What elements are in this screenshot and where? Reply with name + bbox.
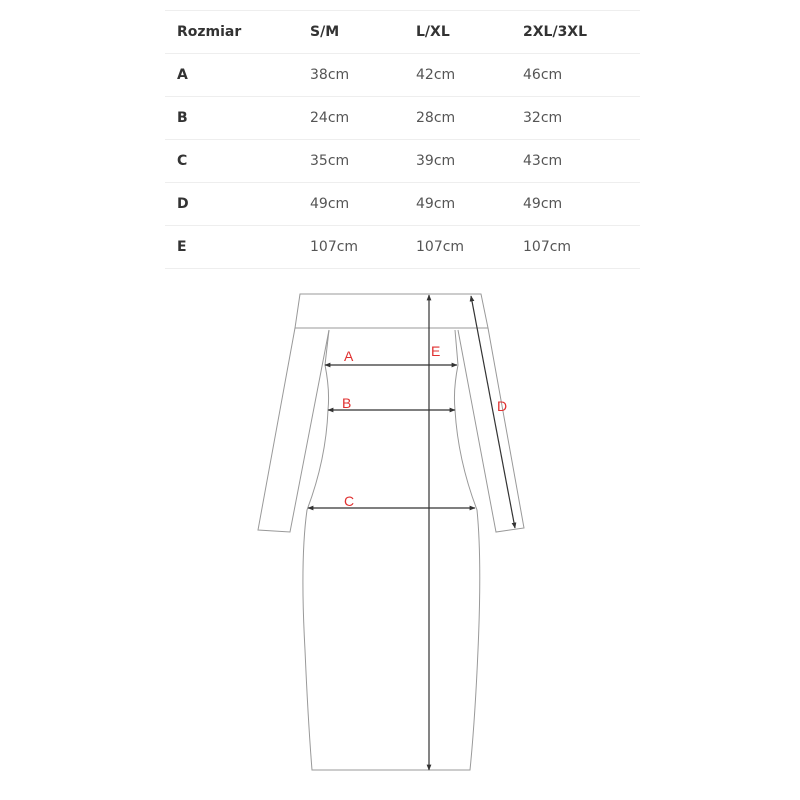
cell-value: 28cm — [416, 110, 456, 126]
cell-value: 46cm — [523, 67, 563, 83]
row-label: C — [177, 153, 188, 169]
label-e: E — [431, 343, 441, 359]
cell-value: 49cm — [416, 196, 456, 212]
label-d: D — [497, 398, 508, 414]
cell-value: 24cm — [310, 110, 350, 126]
header-size: Rozmiar — [177, 24, 242, 40]
row-label: B — [177, 110, 188, 126]
cell-value: 35cm — [310, 153, 350, 169]
measurement-arrows — [308, 295, 515, 770]
label-c: C — [344, 493, 355, 509]
arrow-d — [471, 296, 515, 528]
row-label: A — [177, 67, 188, 83]
cell-value: 39cm — [416, 153, 456, 169]
cell-value: 38cm — [310, 67, 350, 83]
header-2xl3xl: 2XL/3XL — [523, 24, 588, 40]
header-sm: S/M — [310, 24, 340, 40]
cell-value: 107cm — [416, 239, 465, 255]
cell-value: 107cm — [523, 239, 572, 255]
label-a: A — [344, 348, 354, 364]
cell-value: 43cm — [523, 153, 563, 169]
cell-value: 107cm — [310, 239, 359, 255]
cell-value: 32cm — [523, 110, 563, 126]
cell-value: 49cm — [310, 196, 350, 212]
row-label: E — [177, 239, 187, 255]
cell-value: 42cm — [416, 67, 456, 83]
cell-value: 49cm — [523, 196, 563, 212]
header-lxl: L/XL — [416, 24, 450, 40]
row-label: D — [177, 196, 189, 212]
label-b: B — [342, 395, 352, 411]
